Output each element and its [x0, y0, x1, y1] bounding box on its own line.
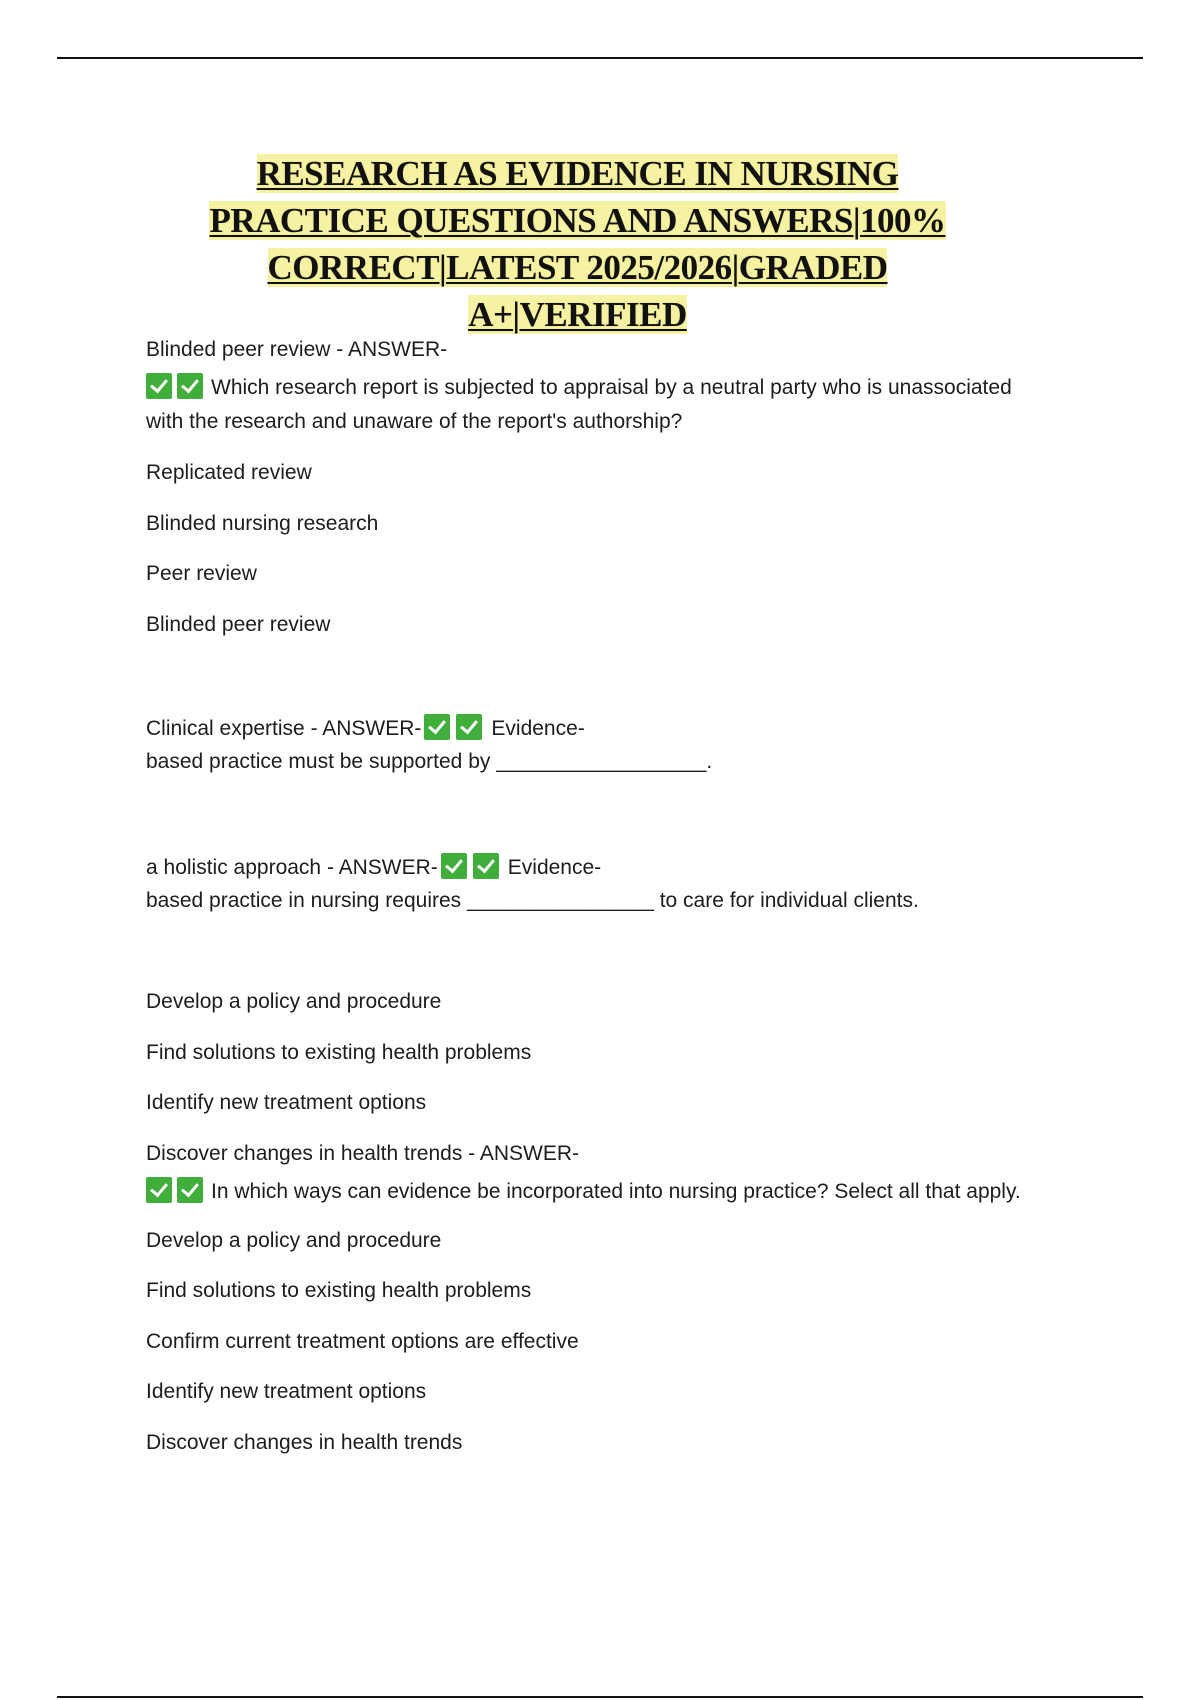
q4-question-text: In which ways can evidence be incorporated into nursing practice? Select all that apply.	[211, 1180, 1021, 1203]
check-icon	[146, 373, 172, 399]
q1-option: Blinded nursing research	[146, 512, 379, 535]
check-icon	[146, 1177, 172, 1203]
q2-question-line: based practice must be supported by __________________.	[146, 750, 713, 773]
q4-question-line	[146, 1177, 1021, 1210]
check-icon	[473, 853, 499, 879]
q1-question-text: Which research report is subjected to appraisal by a neutral party who is unassociated	[211, 376, 1012, 399]
q1-option: Replicated review	[146, 461, 312, 484]
q4-option: Find solutions to existing health problems	[146, 1279, 532, 1302]
check-icon	[456, 714, 482, 740]
title-line-1: RESEARCH AS EVIDENCE IN NURSING	[256, 154, 899, 193]
check-icon	[424, 714, 450, 740]
q3-answer-line	[146, 853, 601, 886]
top-rule	[57, 57, 1143, 59]
q1-question-line	[146, 373, 1012, 406]
q2-answer-line	[146, 714, 585, 747]
q4-option: Develop a policy and procedure	[146, 1229, 442, 1252]
check-icon	[177, 1177, 203, 1203]
title-line-2: PRACTICE QUESTIONS AND ANSWERS|100%	[209, 201, 946, 240]
check-icons	[441, 853, 505, 886]
q2-question-start: Evidence-	[491, 717, 585, 740]
q3-question-line: based practice in nursing requires ________________ to care for individual clients.	[146, 889, 919, 912]
q4-answer-item: Develop a policy and procedure	[146, 990, 442, 1013]
q1-question-cont: with the research and unaware of the report's authorship?	[146, 410, 683, 433]
q4-answer-item: Discover changes in health trends - ANSWER-	[146, 1142, 580, 1165]
check-icons	[424, 714, 488, 747]
q4-answer-item: Identify new treatment options	[146, 1091, 427, 1114]
title-line-3: CORRECT|LATEST 2025/2026|GRADED	[267, 248, 888, 287]
q4-option: Identify new treatment options	[146, 1380, 427, 1403]
q3-question-start: Evidence-	[507, 856, 602, 879]
q1-option: Peer review	[146, 562, 257, 585]
q4-option: Confirm current treatment options are effective	[146, 1330, 579, 1353]
q1-answer-line: Blinded peer review - ANSWER-	[146, 338, 448, 361]
document-title	[140, 150, 1015, 338]
q4-answer-item: Find solutions to existing health problems	[146, 1041, 532, 1064]
q2-answer-text: Clinical expertise - ANSWER-	[146, 717, 422, 740]
q1-option: Blinded peer review	[146, 613, 331, 636]
check-icons	[146, 373, 208, 406]
check-icon	[177, 373, 203, 399]
q3-answer-text: a holistic approach - ANSWER-	[146, 856, 438, 879]
q4-option: Discover changes in health trends	[146, 1431, 463, 1454]
check-icons	[146, 1177, 208, 1210]
title-line-4: A+|VERIFIED	[468, 295, 687, 334]
bottom-rule	[57, 1696, 1143, 1698]
check-icon	[441, 853, 467, 879]
